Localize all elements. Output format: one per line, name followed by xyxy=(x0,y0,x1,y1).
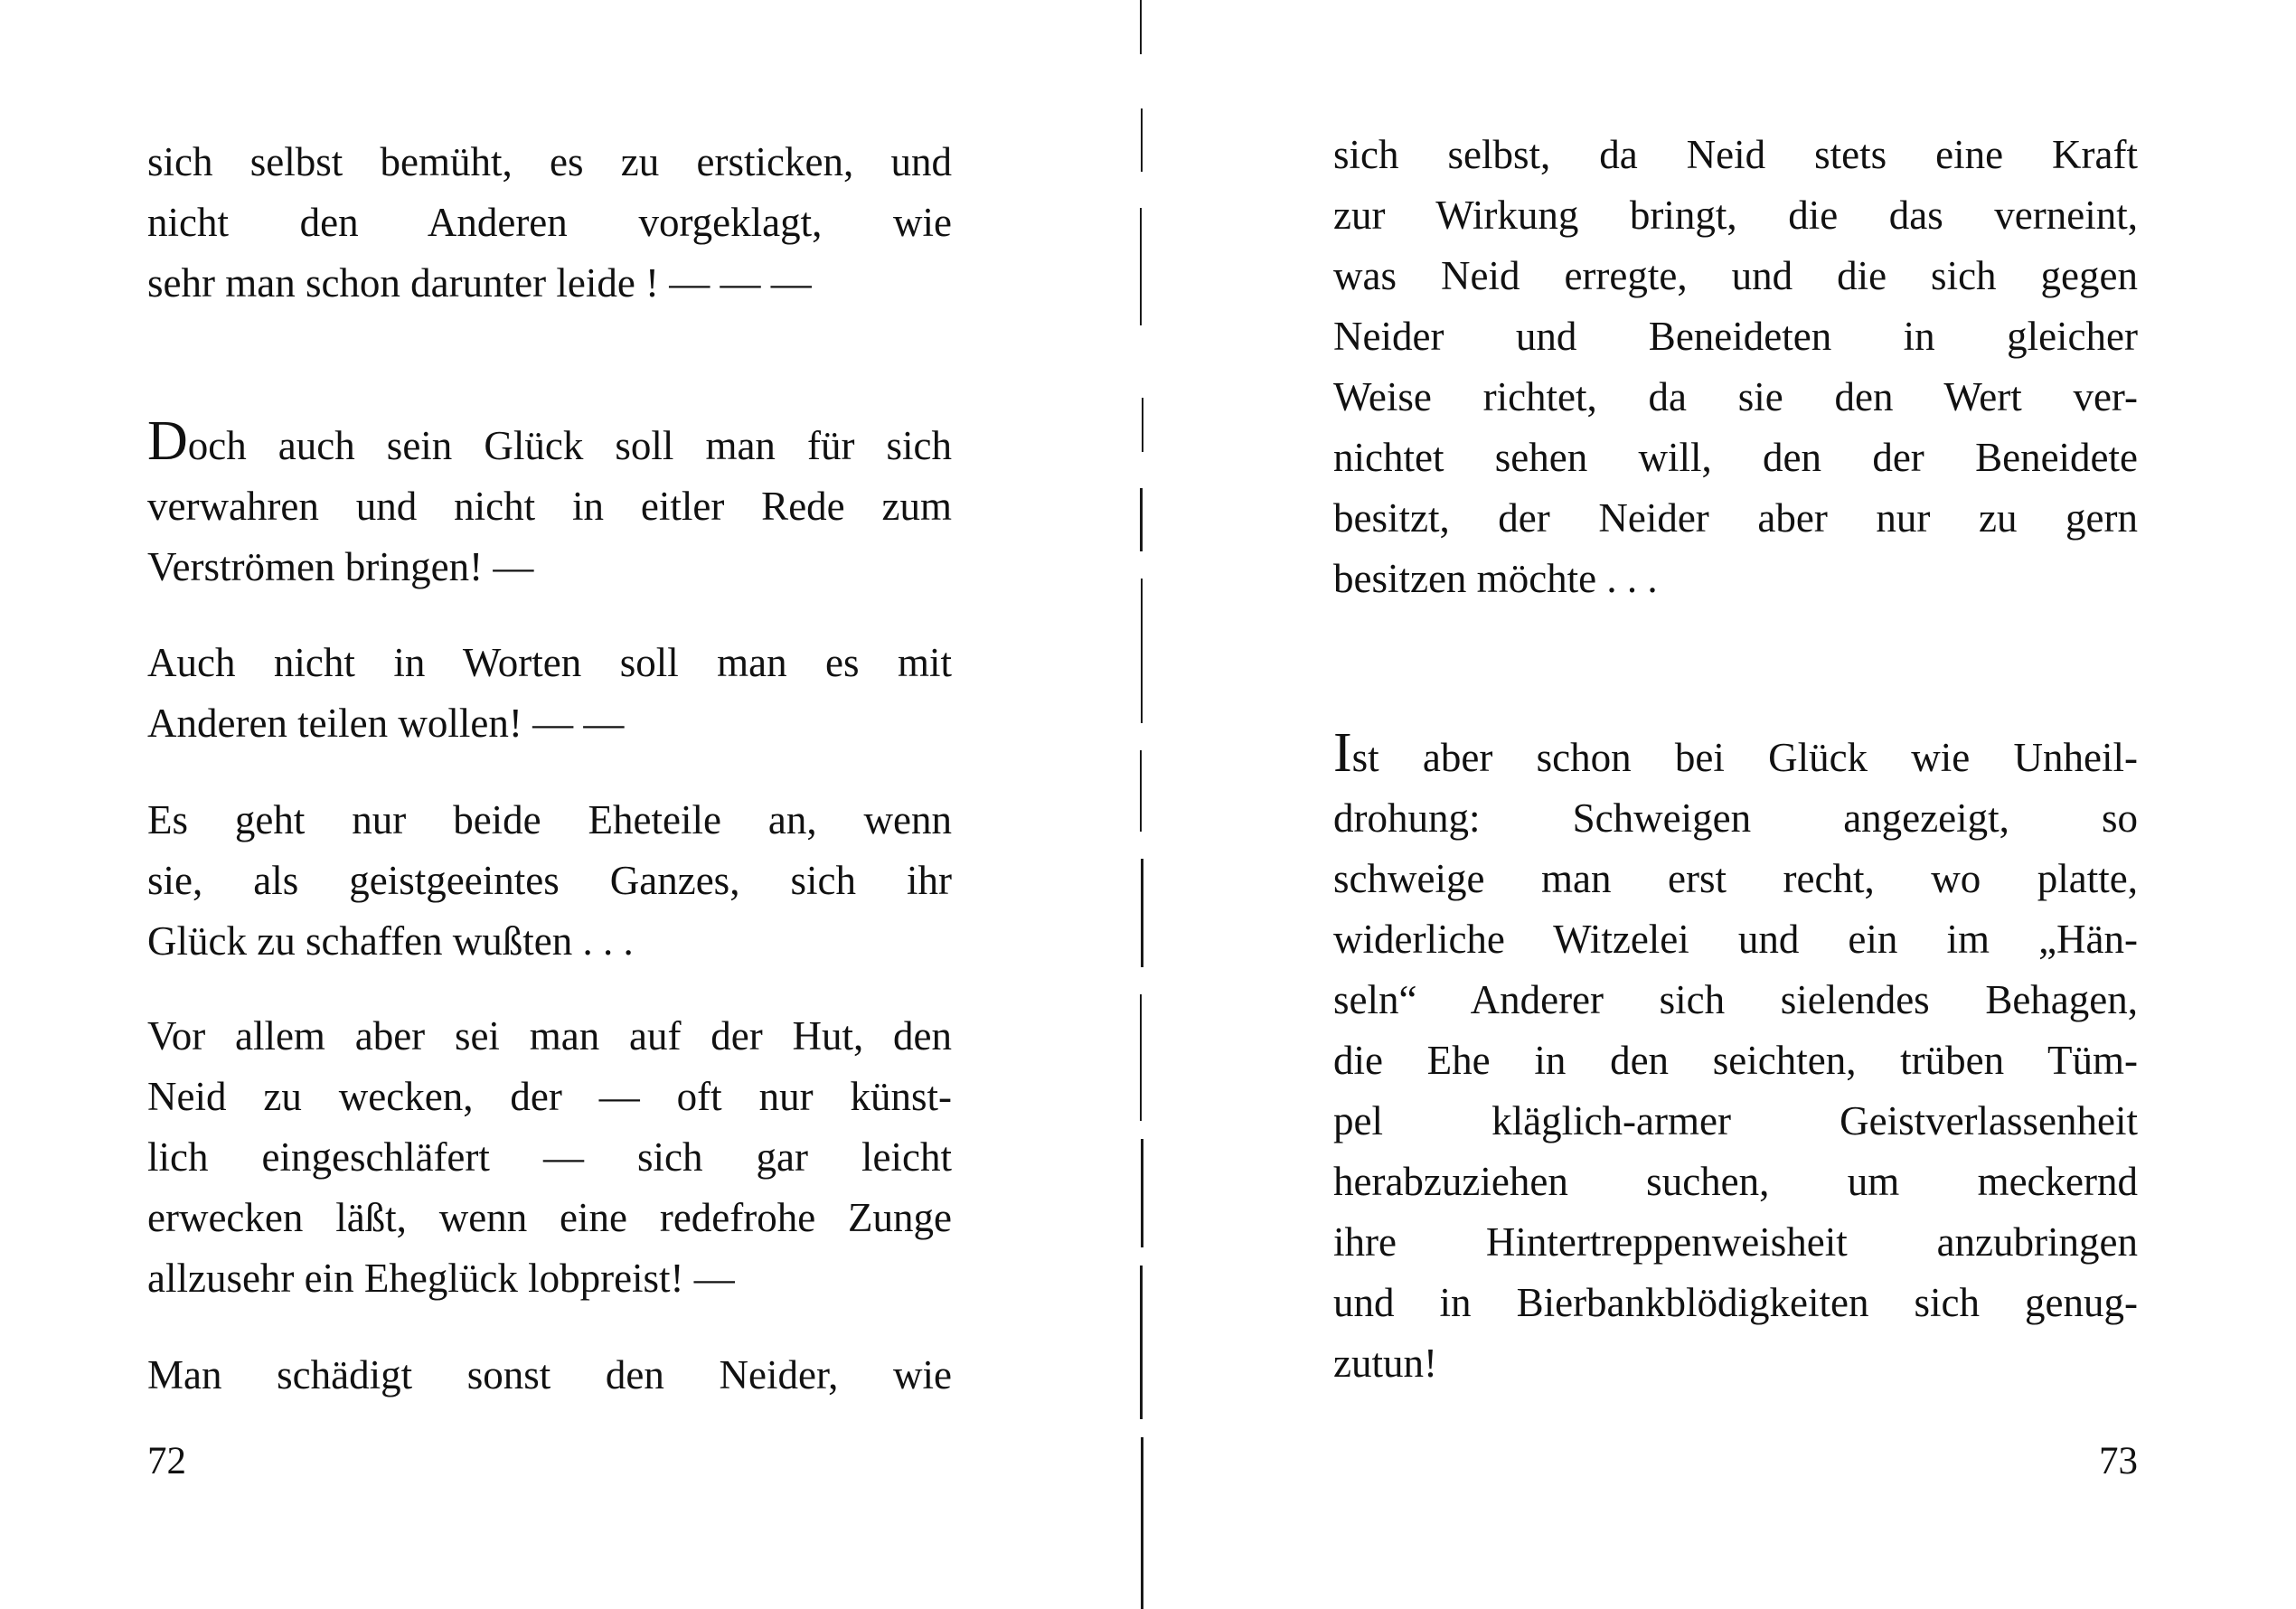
text-line: herabzuziehen suchen, um meckernd xyxy=(1333,1159,2138,1204)
text-line: sich selbst, da Neid stets eine Kraft xyxy=(1333,132,2138,177)
text-line: was Neid erregte, und die sich gegen xyxy=(1333,253,2138,298)
text-line: erwecken läßt, wenn eine redefrohe Zunge xyxy=(147,1195,952,1240)
text-line: besitzen möchte . . . xyxy=(1333,556,1658,601)
text-line: Man schädigt sonst den Neider, wie xyxy=(147,1352,952,1397)
text-line: verwahren und nicht in eitler Rede zum xyxy=(147,484,952,529)
text-line: sich selbst bemüht, es zu ersticken, und xyxy=(147,139,952,184)
text-line: Auch nicht in Worten soll man es mit xyxy=(147,640,952,685)
text-line: Anderen teilen wollen! — — xyxy=(147,701,625,746)
text-line: allzusehr ein Eheglück lobpreist! — xyxy=(147,1256,735,1301)
text-line: zur Wirkung bringt, die das verneint, xyxy=(1333,193,2138,238)
left-paragraph-3 xyxy=(147,633,952,754)
text-line: seln“ Anderer sich sielendes Behagen, xyxy=(1333,977,2138,1022)
left-paragraph-1 xyxy=(147,132,952,314)
text-line: Neider und Beneideten in gleicher xyxy=(1333,314,2138,359)
text-line: und in Bierbankblödigkeiten sich genug- xyxy=(1333,1280,2138,1325)
text-line: nichtet sehen will, den der Beneidete xyxy=(1333,435,2138,480)
text-line: lich eingeschläfert — sich gar leicht xyxy=(147,1134,952,1180)
left-paragraph-6 xyxy=(147,1345,952,1406)
initial-capital: D xyxy=(147,410,188,472)
text-line: Ist aber schon bei Glück wie Unheil- xyxy=(1333,722,2138,784)
right-page xyxy=(1153,0,2296,1609)
text-line: drohung: Schweigen angezeigt, so xyxy=(1333,795,2138,841)
text-line: nicht den Anderen vorgeklagt, wie xyxy=(147,200,952,245)
text-line: sie, als geistgeeintes Ganzes, sich ihr xyxy=(147,858,952,903)
text-line: besitzt, der Neider aber nur zu gern xyxy=(1333,495,2138,541)
text-line: widerliche Witzelei und ein im „Hän- xyxy=(1333,917,2138,962)
left-paragraph-2 xyxy=(147,410,952,597)
book-gutter xyxy=(1140,0,1145,1609)
right-paragraph-2 xyxy=(1333,722,2138,1394)
text-line: Verströmen bringen! — xyxy=(147,544,534,589)
page-number-right: 73 xyxy=(2099,1440,2138,1482)
text-line: pel kläglich-armer Geistverlassenheit xyxy=(1333,1098,2138,1143)
right-paragraph-1 xyxy=(1333,125,2138,609)
text-line: Weise richtet, da sie den Wert ver- xyxy=(1333,374,2138,419)
left-paragraph-4 xyxy=(147,790,952,972)
initial-capital: I xyxy=(1333,722,1352,784)
left-paragraph-5 xyxy=(147,1006,952,1309)
text-line: Neid zu wecken, der — oft nur künst- xyxy=(147,1074,952,1119)
text-line: die Ehe in den seichten, trüben Tüm- xyxy=(1333,1038,2138,1083)
text-line: sehr man schon darunter leide ! — — — xyxy=(147,260,812,306)
text-line: Es geht nur beide Eheteile an, wenn xyxy=(147,797,952,842)
text-line: Vor allem aber sei man auf der Hut, den xyxy=(147,1013,952,1059)
text-line: Glück zu schaffen wußten . . . xyxy=(147,918,634,964)
text-line: Doch auch sein Glück soll man für sich xyxy=(147,410,952,472)
left-page xyxy=(0,0,1134,1609)
text-line: schweige man erst recht, wo platte, xyxy=(1333,856,2138,901)
text-line: ihre Hintertreppenweisheit anzubringen xyxy=(1333,1219,2138,1265)
page-number-left: 72 xyxy=(147,1440,186,1482)
text-line: zutun! xyxy=(1333,1341,1437,1386)
